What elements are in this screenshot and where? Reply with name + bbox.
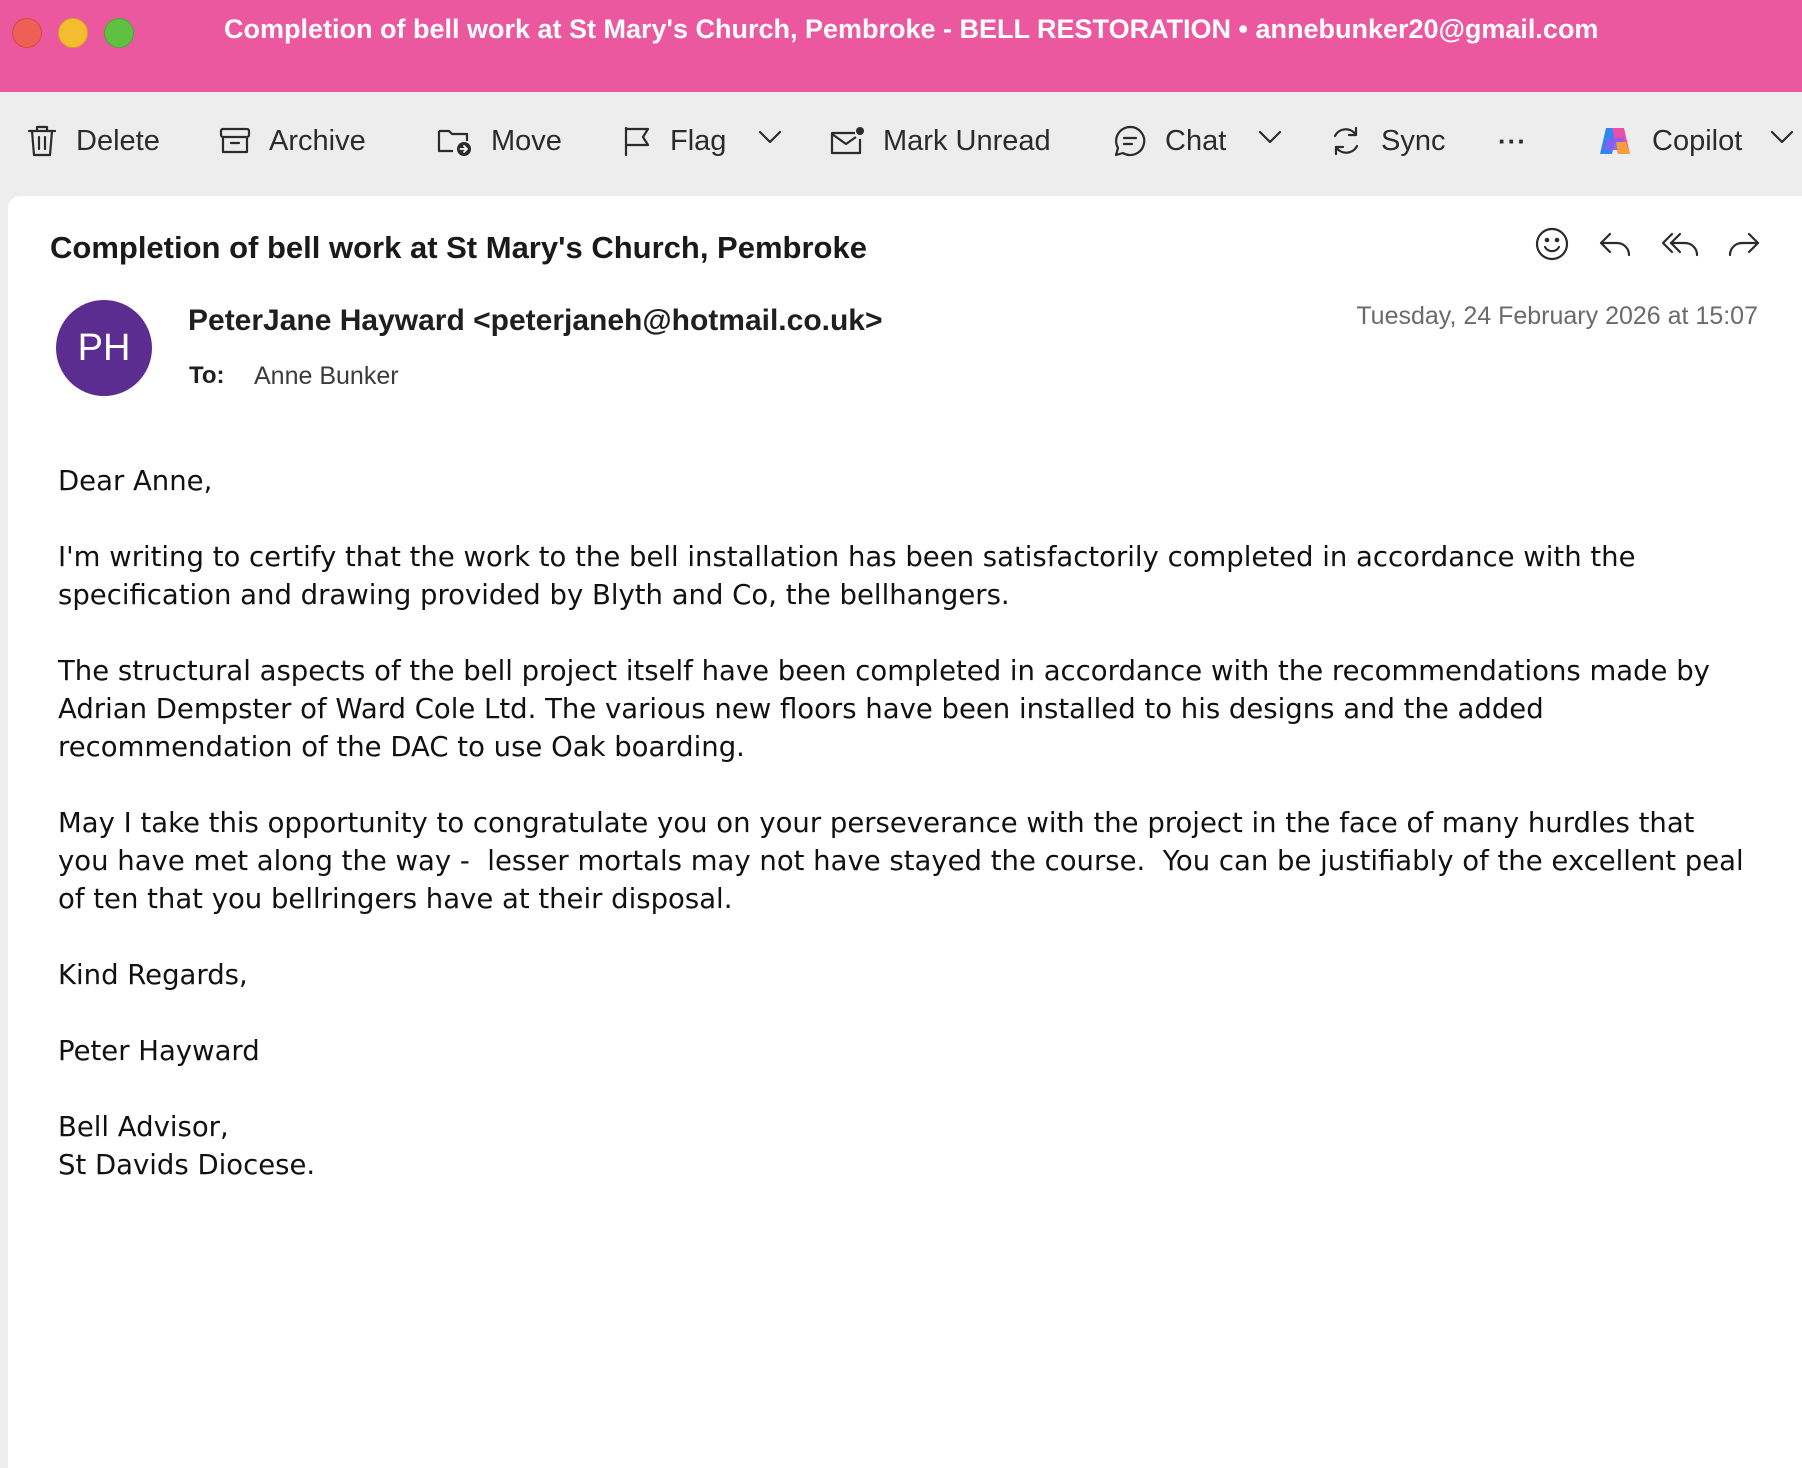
envelope-dot-icon (829, 126, 865, 156)
forward-icon[interactable] (1726, 226, 1762, 267)
message-body (58, 462, 1753, 1184)
sender-avatar[interactable] (56, 300, 152, 396)
flag-label: Flag (670, 124, 727, 157)
sync-button[interactable] (1329, 116, 1445, 166)
body-paragraph-1: I'm writing to certify that the work to the bell installation has been satisfactorily completed in accordance with the specification and drawing provided by Blyth and Co, the bellhangers. (58, 541, 1636, 611)
body-paragraph-2: The structural aspects of the bell project itself have been completed in accordance with the recommendations made by Adrian Dempster of Ward Cole Ltd. The various new floors have been installed to his designs and the added recommendation of the DAC to use Oak boarding. (58, 655, 1710, 763)
window-title: Completion of bell work at St Mary's Church, Pembroke - BELL RESTORATION • annebunker20@gmail.com (224, 14, 1599, 44)
mark-unread-button[interactable] (829, 116, 1051, 166)
avatar-initials: PH (77, 326, 131, 369)
archive-label: Archive (269, 124, 366, 157)
to-label: To: (189, 362, 225, 389)
archive-button[interactable] (219, 116, 366, 166)
copilot-label: Copilot (1652, 124, 1743, 157)
flag-button[interactable] (622, 116, 726, 166)
toolbar (0, 92, 1802, 196)
copilot-options-chevron-down-icon[interactable] (1770, 130, 1794, 149)
minimize-window-button[interactable] (58, 18, 88, 48)
signature-org: St Davids Diocese. (58, 1149, 316, 1181)
chat-options-chevron-down-icon[interactable] (1258, 130, 1282, 149)
body-closing: Kind Regards, (58, 959, 248, 991)
chat-button[interactable] (1113, 116, 1226, 166)
maximize-window-button[interactable] (104, 18, 134, 48)
more-icon: ··· (1498, 125, 1527, 156)
reply-icon[interactable] (1597, 226, 1633, 267)
flag-options-chevron-down-icon[interactable] (758, 130, 782, 149)
body-paragraph-3: May I take this opportunity to congratulate you on your perseverance with the project in the face of many hurdles that you have met along the way - lesser mortals may not have stayed the course. You can be justifiably of the excellent peal of ten that you bellringers have at their disposal. (58, 807, 1753, 915)
sync-label: Sync (1381, 124, 1446, 157)
close-window-button[interactable] (12, 18, 42, 48)
flag-icon (622, 125, 652, 157)
folder-move-icon (437, 125, 473, 157)
emoji-react-icon[interactable] (1534, 226, 1570, 267)
recipient-name[interactable]: Anne Bunker (254, 362, 399, 390)
sender-name-email[interactable]: PeterJane Hayward <peterjaneh@hotmail.co.uk> (188, 304, 883, 337)
message-reading-pane (8, 196, 1802, 1468)
more-options-button[interactable] (1498, 116, 1527, 166)
reply-all-icon[interactable] (1661, 226, 1699, 267)
copilot-button[interactable] (1596, 116, 1742, 166)
mark-unread-label: Mark Unread (883, 124, 1051, 157)
message-date: Tuesday, 24 February 2026 at 15:07 (1356, 302, 1758, 330)
delete-label: Delete (76, 124, 160, 157)
chat-label: Chat (1165, 124, 1227, 157)
trash-icon (26, 124, 58, 158)
chat-bubble-icon (1113, 124, 1147, 158)
move-label: Move (491, 124, 562, 157)
title-bar (0, 0, 1802, 92)
copilot-icon (1596, 124, 1634, 158)
signature-title: Bell Advisor, (58, 1111, 229, 1143)
move-button[interactable] (437, 116, 562, 166)
archive-box-icon (219, 126, 251, 156)
delete-button[interactable] (26, 116, 160, 166)
signature-name: Peter Hayward (58, 1035, 260, 1067)
message-subject: Completion of bell work at St Mary's Church, Pembroke (50, 230, 867, 265)
body-greeting: Dear Anne, (58, 465, 213, 497)
sync-icon (1329, 124, 1363, 158)
